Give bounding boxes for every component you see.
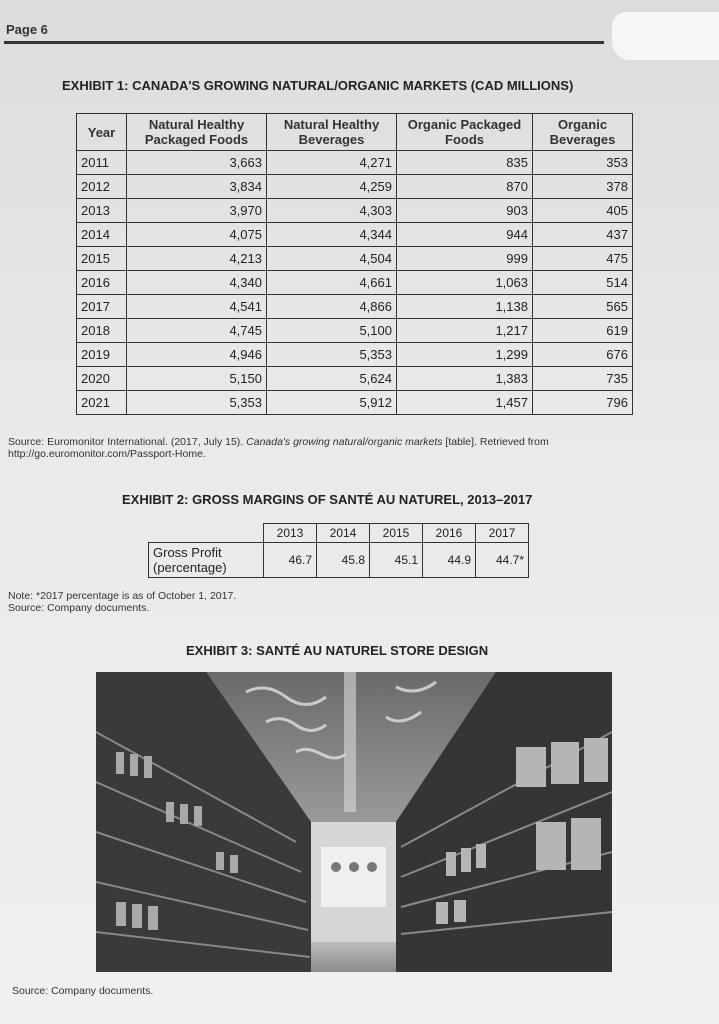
value-cell: 1,299 [397,343,533,367]
value-cell: 1,383 [397,367,533,391]
table-row [77,175,633,199]
exhibit2-notes [8,590,236,614]
page-label: Page 6 [6,22,48,37]
year-header: 2013 [264,524,317,543]
value-cell: 903 [397,199,533,223]
table-row [77,223,633,247]
value-cell: 353 [533,151,633,175]
year-cell: 2013 [77,199,127,223]
year-cell: 2018 [77,319,127,343]
year-cell: 2019 [77,343,127,367]
exhibit2-title: EXHIBIT 2: GROSS MARGINS OF SANTÉ AU NATUREL, 2013–2017 [122,492,533,507]
value-cell: 870 [397,175,533,199]
value-cell: 4,745 [127,319,267,343]
exhibit2-header-row [149,524,529,543]
margin-value: 44.7* [476,543,529,578]
value-cell: 405 [533,199,633,223]
store-photo [96,672,612,972]
year-cell: 2012 [77,175,127,199]
value-cell: 4,340 [127,271,267,295]
value-cell: 1,138 [397,295,533,319]
source-text: Source: Euromonitor International. (2017, July 15). [8,436,247,448]
value-cell: 5,624 [267,367,397,391]
table-row [77,295,633,319]
year-header: 2015 [370,524,423,543]
exhibit2-note: Note: *2017 percentage is as of October 1, 2017. [8,590,237,602]
year-cell: 2011 [77,151,127,175]
value-cell: 4,271 [267,151,397,175]
value-cell: 378 [533,175,633,199]
value-cell: 5,912 [267,391,397,415]
exhibit1-header-row [77,114,633,151]
exhibit1-source [8,436,708,460]
header-rule [4,41,604,44]
value-cell: 4,541 [127,295,267,319]
value-cell: 944 [397,223,533,247]
value-cell: 4,866 [267,295,397,319]
margin-value: 44.9 [423,543,476,578]
year-header: 2014 [317,524,370,543]
value-cell: 3,834 [127,175,267,199]
value-cell: 1,457 [397,391,533,415]
value-cell: 5,100 [267,319,397,343]
table-row [77,271,633,295]
table-row [77,367,633,391]
value-cell: 4,259 [267,175,397,199]
col-header-nh-beverages: Natural Healthy Beverages [267,114,397,151]
margin-value: 46.7 [264,543,317,578]
year-cell: 2014 [77,223,127,247]
margin-value: 45.1 [370,543,423,578]
year-cell: 2017 [77,295,127,319]
value-cell: 4,661 [267,271,397,295]
exhibit1-title: EXHIBIT 1: CANADA'S GROWING NATURAL/ORGANIC MARKETS (CAD MILLIONS) [62,78,574,93]
exhibit1-table [76,113,633,415]
value-cell: 835 [397,151,533,175]
value-cell: 1,063 [397,271,533,295]
exhibit2-source: Source: Company documents. [8,602,150,614]
table-row [77,199,633,223]
value-cell: 5,353 [267,343,397,367]
year-cell: 2016 [77,271,127,295]
year-cell: 2020 [77,367,127,391]
value-cell: 999 [397,247,533,271]
value-cell: 514 [533,271,633,295]
value-cell: 619 [533,319,633,343]
margin-value: 45.8 [317,543,370,578]
table-row [77,319,633,343]
value-cell: 4,303 [267,199,397,223]
exhibit3-source: Source: Company documents. [12,985,154,997]
year-header: 2016 [423,524,476,543]
col-header-organic-beverages: Organic Beverages [533,114,633,151]
value-cell: 565 [533,295,633,319]
value-cell: 3,970 [127,199,267,223]
col-header-nh-packaged-foods: Natural Healthy Packaged Foods [127,114,267,151]
value-cell: 4,344 [267,223,397,247]
store-photo-illustration [96,672,612,972]
value-cell: 676 [533,343,633,367]
source-text-suffix: [table]. Retrieved from http://go.euromonitor.com/Passport-Home. [8,436,549,460]
table-row [77,391,633,415]
table-row [77,247,633,271]
value-cell: 4,075 [127,223,267,247]
value-cell: 3,663 [127,151,267,175]
value-cell: 735 [533,367,633,391]
row-label: Gross Profit (percentage) [149,543,264,578]
value-cell: 475 [533,247,633,271]
blank-corner [149,524,264,543]
gross-profit-row [149,543,529,578]
value-cell: 5,353 [127,391,267,415]
value-cell: 4,946 [127,343,267,367]
value-cell: 437 [533,223,633,247]
exhibit2-table [148,523,529,578]
col-header-organic-packaged-foods: Organic Packaged Foods [397,114,533,151]
source-title: Canada's growing natural/organic markets [246,436,443,448]
value-cell: 1,217 [397,319,533,343]
table-row [77,151,633,175]
year-cell: 2015 [77,247,127,271]
table-row [77,343,633,367]
redaction-blot [612,12,719,60]
exhibit3-title: EXHIBIT 3: SANTÉ AU NATUREL STORE DESIGN [186,643,489,658]
value-cell: 5,150 [127,367,267,391]
year-header: 2017 [476,524,529,543]
value-cell: 796 [533,391,633,415]
value-cell: 4,504 [267,247,397,271]
value-cell: 4,213 [127,247,267,271]
col-header-year: Year [77,114,127,151]
year-cell: 2021 [77,391,127,415]
